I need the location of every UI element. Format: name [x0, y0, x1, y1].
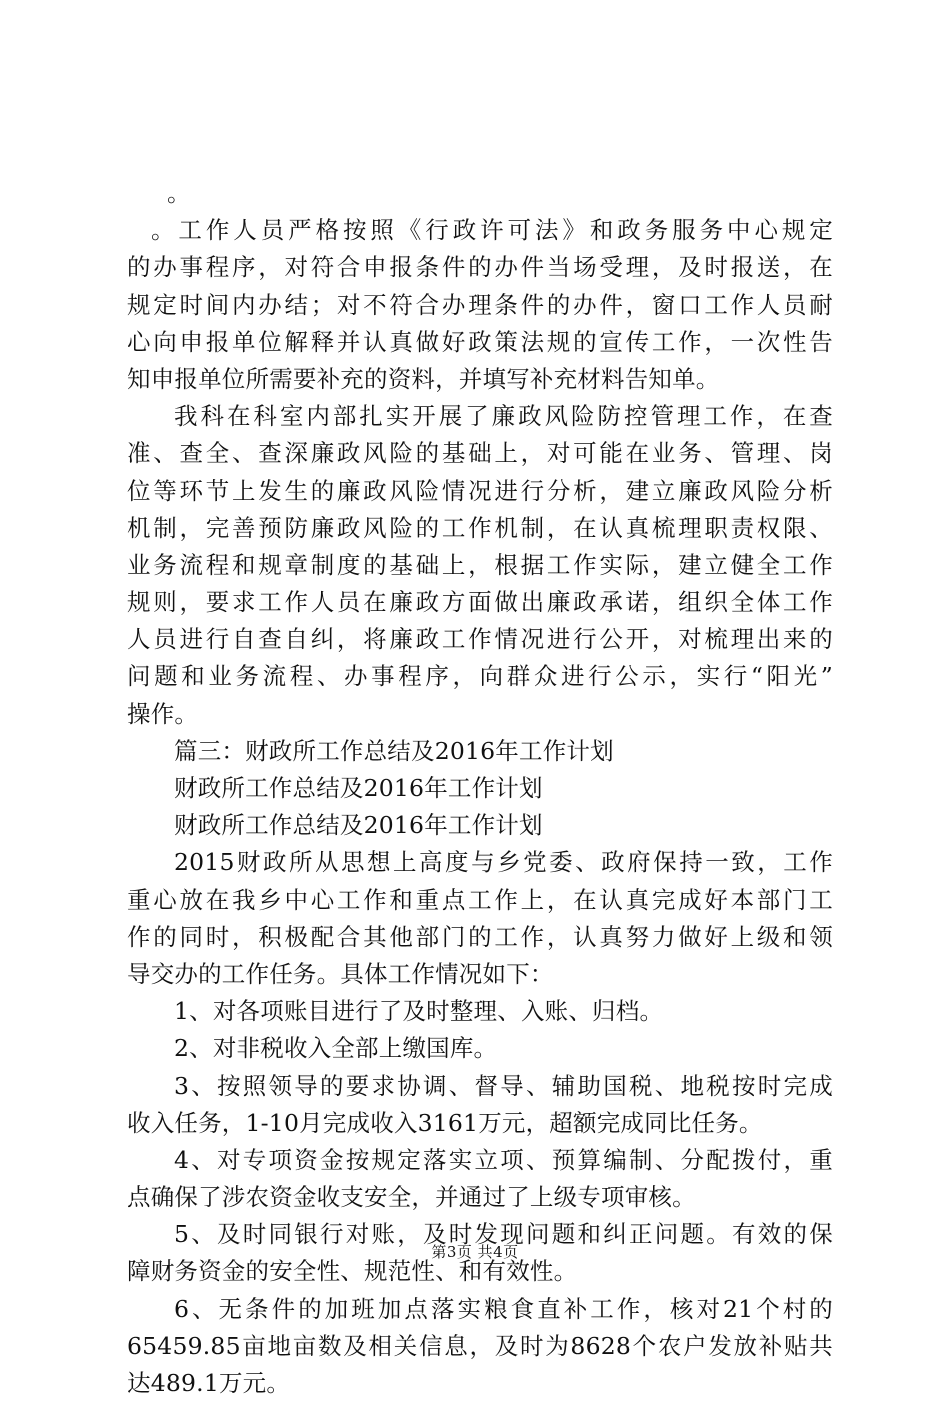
text-line: 作的同时，积极配合其他部门的工作，认真努力做好上级和领: [127, 922, 833, 951]
section-title: 财政所工作总结及2016年工作计划: [174, 811, 543, 840]
text-line: 心向申报单位解释并认真做好政策法规的宣传工作，一次性告: [127, 327, 833, 356]
text-line: 收入任务，1-10月完成收入3161万元，超额完成同比任务。: [127, 1108, 763, 1137]
text-line: 达489.1万元。: [127, 1369, 291, 1397]
text-line: 人员进行自查自纠，将廉政工作情况进行公开，对梳理出来的: [127, 625, 833, 654]
list-item: 3、按照领导的要求协调、督导、辅助国税、地税按时完成: [174, 1071, 833, 1100]
text-line: 机制，完善预防廉政风险的工作机制，在认真梳理职责权限、: [127, 513, 833, 542]
text-line: 障财务资金的安全性、规范性、和有效性。: [127, 1257, 578, 1286]
document-body: [127, 175, 833, 1402]
section-heading: 篇三：财政所工作总结及2016年工作计划: [174, 736, 614, 765]
text-line: 。: [167, 179, 191, 207]
text-line: 知申报单位所需要补充的资料，并填写补充材料告知单。: [127, 364, 720, 393]
text-line: 问题和业务流程、办事程序，向群众进行公示，实行“阳光”: [127, 662, 833, 691]
text-line: 我科在科室内部扎实开展了廉政风险防控管理工作，在查: [174, 402, 833, 431]
text-line: 导交办的工作任务。具体工作情况如下：: [127, 959, 554, 988]
text-line: 准、查全、查深廉政风险的基础上，对可能在业务、管理、岗: [127, 439, 833, 468]
list-item: 1、对各项账目进行了及时整理、入账、归档。: [174, 997, 664, 1026]
text-line: 。工作人员严格按照《行政许可法》和政务服务中心规定: [151, 216, 833, 245]
page-number: 第3页 共4页: [431, 1243, 519, 1261]
text-line: 点确保了涉农资金收支安全，并通过了上级专项审核。: [127, 1183, 696, 1212]
list-item: 4、对专项资金按规定落实立项、预算编制、分配拨付，重: [174, 1145, 833, 1174]
list-item: 5、及时同银行对账，及时发现问题和纠正问题。有效的保: [174, 1220, 833, 1249]
text-line: 规定时间内办结；对不符合办理条件的办件，窗口工作人员耐: [127, 290, 833, 319]
list-item: 6、无条件的加班加点落实粮食直补工作，核对21个村的: [174, 1294, 833, 1323]
text-line: 操作。: [127, 699, 199, 728]
text-line: 的办事程序，对符合申报条件的办件当场受理，及时报送，在: [127, 253, 833, 282]
text-line: 业务流程和规章制度的基础上，根据工作实际，建立健全工作: [127, 550, 833, 579]
text-line: 2015财政所从思想上高度与乡党委、政府保持一致，工作: [174, 848, 833, 877]
text-line: 位等环节上发生的廉政风险情况进行分析，建立廉政风险分析: [127, 476, 833, 505]
text-line: 规则，要求工作人员在廉政方面做出廉政承诺，组织全体工作: [127, 588, 833, 617]
text-line: 65459.85亩地亩数及相关信息，及时为8628个农户发放补贴共: [127, 1331, 833, 1360]
text-line: 重心放在我乡中心工作和重点工作上，在认真完成好本部门工: [127, 885, 833, 914]
section-title: 财政所工作总结及2016年工作计划: [174, 774, 543, 802]
list-item: 2、对非税收入全部上缴国库。: [174, 1034, 498, 1063]
